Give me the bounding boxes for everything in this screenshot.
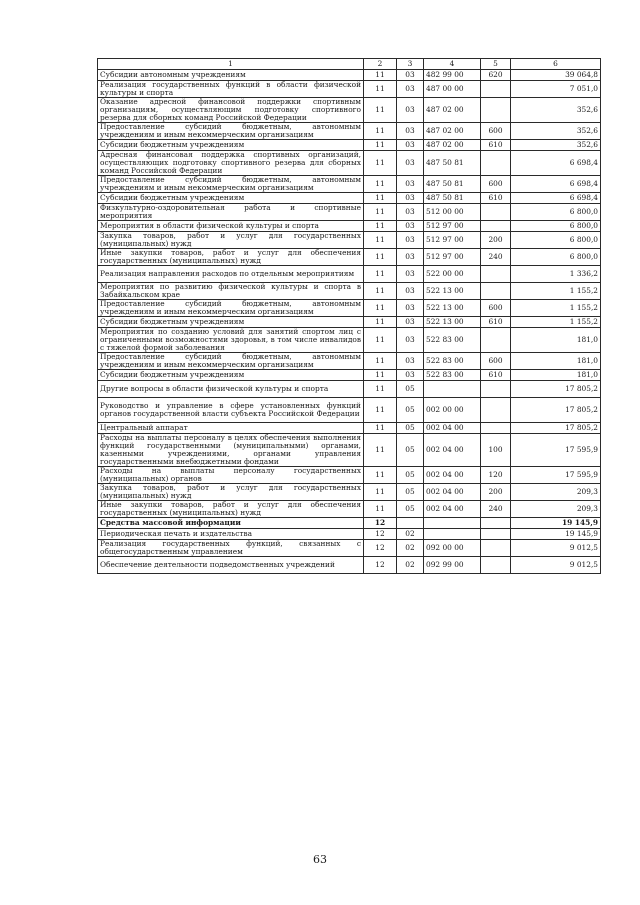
- row-description: Периодическая печать и издательства: [98, 529, 364, 540]
- amount: 181,0: [511, 370, 601, 381]
- header-cell: 4: [424, 59, 481, 70]
- target-article-code: 002 04 00: [424, 501, 481, 518]
- table-row: [98, 381, 601, 398]
- table-row: [98, 283, 601, 300]
- section-code: 11: [364, 123, 397, 140]
- subsection-code: 03: [397, 193, 424, 204]
- section-code: 11: [364, 266, 397, 283]
- subsection-code: 03: [397, 98, 424, 123]
- target-article-code: [424, 529, 481, 540]
- section-code: 11: [364, 501, 397, 518]
- target-article-code: 002 04 00: [424, 484, 481, 501]
- section-code: 11: [364, 151, 397, 176]
- table-row: [98, 204, 601, 221]
- section-code: 11: [364, 484, 397, 501]
- subsection-code: 05: [397, 484, 424, 501]
- expense-type-code: 610: [481, 193, 511, 204]
- row-description: Реализация направления расходов по отдельным мероприятиям: [98, 266, 364, 283]
- amount: 17 595,9: [511, 434, 601, 467]
- expense-type-code: 610: [481, 140, 511, 151]
- row-description: Центральный аппарат: [98, 423, 364, 434]
- amount: 209,3: [511, 501, 601, 518]
- row-description: Иные закупки товаров, работ и услуг для обеспечения государственных (муниципальных) нужд: [98, 249, 364, 266]
- row-description: Адресная финансовая поддержка спортивных организаций, осуществляющих подготовку спортивного резерва для сборных команд Российской Федерации: [98, 151, 364, 176]
- target-article-code: 002 04 00: [424, 467, 481, 484]
- expense-type-code: [481, 221, 511, 232]
- amount: 1 336,2: [511, 266, 601, 283]
- expense-type-code: 600: [481, 300, 511, 317]
- section-code: 11: [364, 232, 397, 249]
- row-description: Другие вопросы в области физической культуры и спорта: [98, 381, 364, 398]
- subsection-code: 03: [397, 232, 424, 249]
- target-article-code: 002 04 00: [424, 423, 481, 434]
- expense-type-code: [481, 518, 511, 529]
- section-code: 11: [364, 81, 397, 98]
- target-article-code: 092 99 00: [424, 557, 481, 574]
- row-description: Обеспечение деятельности подведомственных учреждений: [98, 557, 364, 574]
- header-cell: 3: [397, 59, 424, 70]
- subsection-code: 05: [397, 381, 424, 398]
- amount: 1 155,2: [511, 317, 601, 328]
- table-row: [98, 501, 601, 518]
- table-row: [98, 151, 601, 176]
- row-description: Субсидии автономным учреждениям: [98, 70, 364, 81]
- subsection-code: 02: [397, 557, 424, 574]
- amount: 1 155,2: [511, 300, 601, 317]
- amount: 6 800,0: [511, 221, 601, 232]
- subsection-code: 03: [397, 81, 424, 98]
- section-code: 12: [364, 518, 397, 529]
- row-description: Руководство и управление в сфере установленных функций органов государственной власти субъекта Российской Федерации: [98, 398, 364, 423]
- target-article-code: 522 00 00: [424, 266, 481, 283]
- amount: 7 051,0: [511, 81, 601, 98]
- row-description: Закупка товаров, работ и услуг для государственных (муниципальных) нужд: [98, 484, 364, 501]
- amount: 17 805,2: [511, 423, 601, 434]
- amount: 1 155,2: [511, 283, 601, 300]
- row-description: Субсидии бюджетным учреждениям: [98, 370, 364, 381]
- header-cell: 6: [511, 59, 601, 70]
- expense-type-code: 600: [481, 123, 511, 140]
- section-code: 11: [364, 370, 397, 381]
- subsection-code: 05: [397, 467, 424, 484]
- row-description: Субсидии бюджетным учреждениям: [98, 317, 364, 328]
- subsection-code: 03: [397, 176, 424, 193]
- section-code: 11: [364, 381, 397, 398]
- expense-type-code: [481, 328, 511, 353]
- expense-type-code: [481, 151, 511, 176]
- row-description: Мероприятия в области физической культуры и спорта: [98, 221, 364, 232]
- expense-type-code: 610: [481, 370, 511, 381]
- subsection-code: 03: [397, 204, 424, 221]
- section-code: 11: [364, 283, 397, 300]
- expense-type-code: [481, 540, 511, 557]
- table-row: [98, 540, 601, 557]
- row-description: Расходы на выплаты персоналу государственных (муниципальных) органов: [98, 467, 364, 484]
- target-article-code: 487 50 81: [424, 193, 481, 204]
- table-row: [98, 328, 601, 353]
- subsection-code: 03: [397, 140, 424, 151]
- table-row: [98, 423, 601, 434]
- subsection-code: 05: [397, 501, 424, 518]
- table-row: [98, 221, 601, 232]
- section-code: 11: [364, 204, 397, 221]
- header-cell: 1: [98, 59, 364, 70]
- row-description: Субсидии бюджетным учреждениям: [98, 193, 364, 204]
- subsection-code: 03: [397, 221, 424, 232]
- amount: 6 698,4: [511, 193, 601, 204]
- subsection-code: 03: [397, 123, 424, 140]
- subsection-code: 03: [397, 300, 424, 317]
- amount: 17 595,9: [511, 467, 601, 484]
- section-code: 12: [364, 540, 397, 557]
- amount: 39 064,8: [511, 70, 601, 81]
- target-article-code: 512 97 00: [424, 232, 481, 249]
- amount: 352,6: [511, 140, 601, 151]
- target-article-code: 522 83 00: [424, 370, 481, 381]
- target-article-code: 487 00 00: [424, 81, 481, 98]
- table-row: [98, 434, 601, 467]
- target-article-code: 512 97 00: [424, 249, 481, 266]
- section-code: 11: [364, 70, 397, 81]
- row-description: Иные закупки товаров, работ и услуг для обеспечения государственных (муниципальных) нужд: [98, 501, 364, 518]
- row-description: Мероприятия по развитию физической культуры и спорта в Забайкальском крае: [98, 283, 364, 300]
- expense-type-code: 100: [481, 434, 511, 467]
- table-row: [98, 249, 601, 266]
- section-code: 12: [364, 529, 397, 540]
- table-row: [98, 140, 601, 151]
- row-description: Предоставление субсидий бюджетным, автономным учреждениям и иным некоммерческим организациям: [98, 176, 364, 193]
- expense-type-code: [481, 398, 511, 423]
- section-code: 11: [364, 140, 397, 151]
- table-row: [98, 70, 601, 81]
- amount: 9 012,5: [511, 540, 601, 557]
- row-description: Оказание адресной финансовой поддержки спортивным организациям, осуществляющим подготовку спортивного резерва для сборных команд Российской Федерации: [98, 98, 364, 123]
- section-code: 11: [364, 353, 397, 370]
- row-description: Субсидии бюджетным учреждениям: [98, 140, 364, 151]
- subsection-code: 03: [397, 266, 424, 283]
- section-code: 11: [364, 98, 397, 123]
- target-article-code: 522 13 00: [424, 317, 481, 328]
- target-article-code: 002 00 00: [424, 398, 481, 423]
- table-row: [98, 317, 601, 328]
- target-article-code: 522 13 00: [424, 283, 481, 300]
- section-code: 11: [364, 423, 397, 434]
- subsection-code: 02: [397, 540, 424, 557]
- amount: 19 145,9: [511, 529, 601, 540]
- table-row: [98, 557, 601, 574]
- expense-type-code: [481, 204, 511, 221]
- subsection-code: 03: [397, 151, 424, 176]
- target-article-code: 512 97 00: [424, 221, 481, 232]
- budget-table: [97, 58, 601, 574]
- row-description: Предоставление субсидий бюджетным, автономным учреждениям и иным некоммерческим организациям: [98, 300, 364, 317]
- expense-type-code: [481, 423, 511, 434]
- table-row: [98, 370, 601, 381]
- target-article-code: 522 83 00: [424, 353, 481, 370]
- row-description: Предоставление субсидий бюджетным, автономным учреждениям и иным некоммерческим организациям: [98, 353, 364, 370]
- expense-type-code: [481, 557, 511, 574]
- target-article-code: 002 04 00: [424, 434, 481, 467]
- target-article-code: 092 00 00: [424, 540, 481, 557]
- subsection-code: 03: [397, 70, 424, 81]
- subsection-code: [397, 518, 424, 529]
- table-row: [98, 529, 601, 540]
- target-article-code: [424, 381, 481, 398]
- expense-type-code: [481, 283, 511, 300]
- subsection-code: 03: [397, 317, 424, 328]
- amount: 17 805,2: [511, 398, 601, 423]
- row-description: Физкультурно-оздоровительная работа и спортивные мероприятия: [98, 204, 364, 221]
- expense-type-code: 240: [481, 249, 511, 266]
- table-row: [98, 353, 601, 370]
- section-code: 11: [364, 328, 397, 353]
- target-article-code: [424, 518, 481, 529]
- expense-type-code: 620: [481, 70, 511, 81]
- target-article-code: 522 83 00: [424, 328, 481, 353]
- subsection-code: 03: [397, 353, 424, 370]
- subsection-code: 03: [397, 328, 424, 353]
- expense-type-code: [481, 381, 511, 398]
- table-row: [98, 300, 601, 317]
- row-description: Предоставление субсидий бюджетным, автономным учреждениям и иным некоммерческим организациям: [98, 123, 364, 140]
- table-row: [98, 232, 601, 249]
- section-code: 11: [364, 467, 397, 484]
- expense-type-code: 610: [481, 317, 511, 328]
- row-description: Расходы на выплаты персоналу в целях обеспечения выполнения функций государственными (муниципальными) органами, казенными учреждениями, органами управления государственными внебюджетными фондами: [98, 434, 364, 467]
- section-code: 11: [364, 176, 397, 193]
- subsection-code: 02: [397, 529, 424, 540]
- amount: 6 800,0: [511, 249, 601, 266]
- target-article-code: 487 50 81: [424, 151, 481, 176]
- target-article-code: 487 02 00: [424, 140, 481, 151]
- amount: 6 800,0: [511, 204, 601, 221]
- section-code: 11: [364, 434, 397, 467]
- table-header-row: [98, 59, 601, 70]
- amount: 17 805,2: [511, 381, 601, 398]
- section-code: 11: [364, 221, 397, 232]
- table-row: [98, 193, 601, 204]
- target-article-code: 512 00 00: [424, 204, 481, 221]
- subsection-code: 05: [397, 398, 424, 423]
- table-row: [98, 398, 601, 423]
- amount: 6 800,0: [511, 232, 601, 249]
- amount: 9 012,5: [511, 557, 601, 574]
- amount: 181,0: [511, 353, 601, 370]
- row-description: Реализация государственных функций в области физической культуры и спорта: [98, 81, 364, 98]
- expense-type-code: 200: [481, 232, 511, 249]
- subsection-code: 05: [397, 423, 424, 434]
- amount: 181,0: [511, 328, 601, 353]
- expense-type-code: [481, 529, 511, 540]
- header-cell: 2: [364, 59, 397, 70]
- section-code: 11: [364, 193, 397, 204]
- table-row: [98, 98, 601, 123]
- subsection-code: 03: [397, 370, 424, 381]
- amount: 352,6: [511, 98, 601, 123]
- amount: 352,6: [511, 123, 601, 140]
- section-code: 12: [364, 557, 397, 574]
- page-number: 63: [313, 853, 327, 866]
- section-code: 11: [364, 249, 397, 266]
- table-row: [98, 467, 601, 484]
- expense-type-code: 240: [481, 501, 511, 518]
- header-cell: 5: [481, 59, 511, 70]
- table-row: [98, 518, 601, 529]
- amount: 19 145,9: [511, 518, 601, 529]
- table-row: [98, 176, 601, 193]
- expense-type-code: 600: [481, 353, 511, 370]
- subsection-code: 05: [397, 434, 424, 467]
- section-code: 11: [364, 300, 397, 317]
- table-row: [98, 484, 601, 501]
- amount: 209,3: [511, 484, 601, 501]
- expense-type-code: 600: [481, 176, 511, 193]
- amount: 6 698,4: [511, 151, 601, 176]
- table-row: [98, 81, 601, 98]
- target-article-code: 487 02 00: [424, 123, 481, 140]
- section-code: 11: [364, 398, 397, 423]
- subsection-code: 03: [397, 283, 424, 300]
- amount: 6 698,4: [511, 176, 601, 193]
- table-row: [98, 123, 601, 140]
- target-article-code: 487 50 81: [424, 176, 481, 193]
- expense-type-code: [481, 98, 511, 123]
- row-description: Средства массовой информации: [98, 518, 364, 529]
- target-article-code: 487 02 00: [424, 98, 481, 123]
- table-row: [98, 266, 601, 283]
- expense-type-code: [481, 81, 511, 98]
- expense-type-code: [481, 266, 511, 283]
- target-article-code: 522 13 00: [424, 300, 481, 317]
- expense-type-code: 120: [481, 467, 511, 484]
- row-description: Мероприятия по созданию условий для занятий спортом лиц с ограниченными возможностями здоровья, в том числе инвалидов с тяжелой формой заболевания: [98, 328, 364, 353]
- expense-type-code: 200: [481, 484, 511, 501]
- subsection-code: 03: [397, 249, 424, 266]
- row-description: Закупка товаров, работ и услуг для государственных (муниципальных) нужд: [98, 232, 364, 249]
- row-description: Реализация государственных функций, связанных с общегосударственным управлением: [98, 540, 364, 557]
- target-article-code: 482 99 00: [424, 70, 481, 81]
- section-code: 11: [364, 317, 397, 328]
